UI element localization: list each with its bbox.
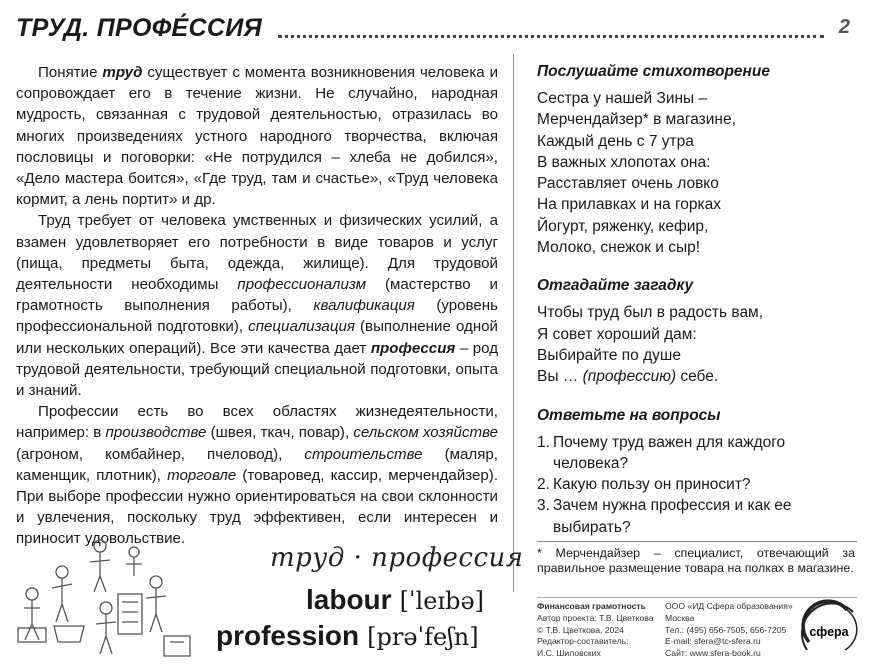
question-item: [537, 495, 859, 538]
imprint-col-2: [665, 601, 805, 660]
questions-list: [537, 432, 859, 538]
poem-line: В важных хлопотах она:: [537, 153, 711, 171]
imprint-series: Финансовая грамотность: [537, 601, 646, 611]
vocab-profession: [216, 620, 479, 652]
riddle-suffix: себе.: [676, 368, 719, 386]
riddle-line: Я совет хороший дам:: [537, 325, 697, 343]
text-run: (выполнение одной или нескольких операций). Все эти качества дает: [16, 318, 498, 357]
riddle-heading: Отгадайте загадку: [537, 277, 694, 295]
text-run: (мастерство и грамотность выполнения работы),: [16, 276, 498, 315]
term-italic: производстве: [105, 424, 207, 442]
vocab-transcription: [prəˈfeʃn]: [367, 623, 479, 651]
term-italic: торговле: [167, 466, 237, 484]
imprint-col-1: [537, 601, 662, 660]
question-text: Почему труд важен для каждого человека?: [553, 433, 786, 472]
poem-line: Йогурт, ряженку, кефир,: [537, 217, 709, 235]
dotted-leader: [278, 35, 824, 38]
paragraph-2: [16, 210, 498, 401]
text-run: – род трудовой деятельности, требующий специальной подготовки, опыта и знаний.: [16, 339, 499, 400]
vocab-word: profession: [216, 620, 360, 651]
imprint-line: © Т.В. Цветкова, 2024: [537, 624, 624, 635]
poem-line: На прилавках и на горках: [537, 196, 721, 214]
poem-line: Расставляет очень ловко: [537, 175, 719, 193]
poem: [537, 88, 859, 258]
riddle-line-last: [537, 366, 859, 387]
text-run: (агроном, комбайнер, пчеловод),: [16, 445, 305, 463]
questions-heading: Ответьте на вопросы: [537, 406, 721, 424]
page-number: 2: [838, 16, 850, 38]
text-run: Понятие: [38, 64, 103, 81]
term-bold: труд: [102, 64, 143, 81]
question-number: 2.: [537, 476, 550, 494]
text-run: (маляр, каменщик, плотник),: [16, 445, 499, 484]
imprint-line: Сайт: www.sfera-book.ru: [665, 648, 761, 659]
riddle-line: Чтобы труд был в радость вам,: [537, 304, 764, 322]
question-item: [537, 474, 859, 495]
exercises-column: [537, 62, 859, 538]
term-italic: профессионализм: [237, 276, 367, 294]
question-item: [537, 432, 859, 475]
column-divider: [513, 54, 514, 592]
footnote-rule: [537, 541, 857, 542]
imprint-line: И.С. Шиловских: [537, 648, 601, 659]
text-run: (товаровед, кассир, мерчендайзер). При выборе профессии нужно ориентироваться на свои склонности и увлечения, поскольку труд эффективен, если интересен и приносит удовольствие.: [16, 466, 499, 548]
vocab-word: labour: [306, 584, 392, 615]
term-italic: специализация: [248, 318, 355, 336]
riddle-prefix: Вы …: [537, 368, 583, 386]
page-title: ТРУД. ПРОФЕ́ССИЯ: [16, 14, 266, 43]
imprint-line: Автор проекта: Т.В. Цветкова: [537, 612, 654, 623]
term-italic: квалификация: [313, 297, 415, 315]
question-text: Какую пользу он приносит?: [553, 476, 751, 494]
sfera-logo-icon: [797, 598, 861, 662]
text-run: Труд требует от человека умственных и физических усилий, а взамен удовлетворяет его потребности в виде товаров и услуг (пища, предметы быта, одежда, жилище). Для трудовой деятельности необходимы: [16, 212, 498, 294]
footnote: * Мерчендайзер – специалист, отвечающий за правильное размещение товара на полках в магазине.: [537, 546, 855, 576]
imprint-line: Тел.: (495) 656-7505, 656-7205: [665, 624, 787, 635]
text-run: (уровень профессиональной подготовки),: [16, 297, 498, 336]
poem-line: Сестра у нашей Зины –: [537, 90, 708, 107]
riddle: [537, 302, 859, 387]
poem-heading: Послушайте стихотворение: [537, 63, 771, 80]
poem-line: Мерчендайзер* в магазине,: [537, 111, 736, 129]
term-italic: строительстве: [304, 445, 423, 463]
question-text: Зачем нужна профессия и как ее выбирать?: [553, 497, 792, 536]
cursive-vocab: труд · профессия: [270, 543, 524, 573]
term-italic: сельском хозяйстве: [353, 424, 499, 442]
imprint-line: Москва: [665, 612, 695, 623]
main-text-column: [16, 62, 498, 550]
question-number: 1.: [537, 433, 550, 451]
logo-text: сфера: [809, 625, 849, 639]
vocab-labour: [306, 584, 484, 616]
poem-line: Молоко, снежок и сыр!: [537, 239, 701, 257]
workers-illustration-icon: [14, 532, 194, 664]
poem-line: Каждый день с 7 утра: [537, 132, 694, 150]
text-run: Профессии есть во всех областях жизнедеятельности, например: в: [16, 403, 498, 442]
imprint-line: E-mail: sfera@tc-sfera.ru: [665, 636, 761, 647]
text-run: (швея, ткач, повар),: [206, 424, 354, 442]
paragraph-1: [16, 62, 498, 210]
term-bold: профессия: [370, 339, 456, 357]
riddle-answer-hint: (профессию): [582, 368, 677, 386]
imprint-line: ООО «ИД Сфера образования»: [665, 601, 793, 611]
text-run: существует с момента возникновения человека и сопровождает его в течение жизни. Не случайно, народная мудрость, связанная с трудовой деятельностью, отразилась во многих произведениях устного народного творчества, включая пословицы и поговорки: «Не потрудился – хлеба не добился», «Дело мастера боится», «Где труд, там и счастье», «Труд человека кормит, а лень портит» и др.: [16, 64, 499, 209]
riddle-line: Выбирайте по душе: [537, 346, 681, 364]
paragraph-3: [16, 401, 498, 549]
imprint-line: Редактор-составитель:: [537, 636, 629, 647]
vocab-transcription: [ˈleɪbə]: [399, 587, 485, 615]
question-number: 3.: [537, 497, 550, 515]
page-header: [16, 14, 850, 48]
